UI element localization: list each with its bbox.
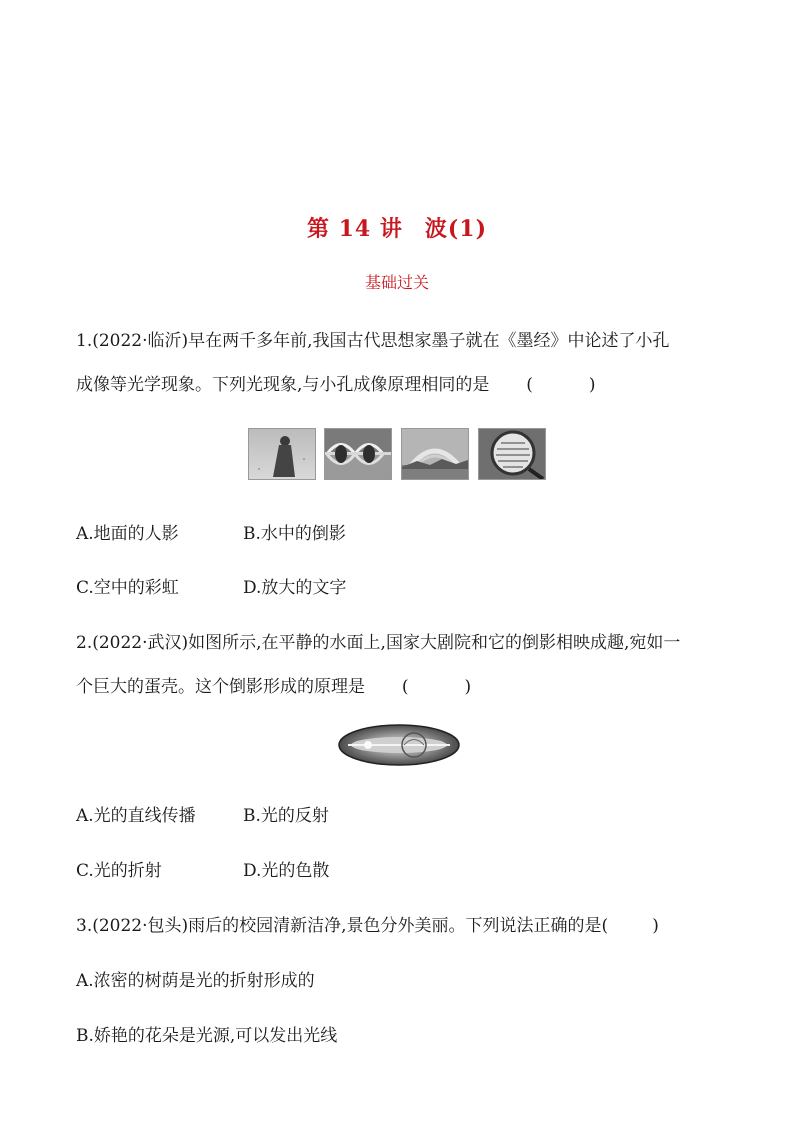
q3-option-a[interactable]: A.浓密的树荫是光的折射形成的 bbox=[76, 971, 315, 991]
q1-stem-line2 bbox=[76, 370, 596, 395]
q1-option-d[interactable]: D.放大的文字 bbox=[243, 578, 347, 598]
q2-stem-line2 bbox=[76, 672, 471, 697]
q2-option-b[interactable]: B.光的反射 bbox=[243, 806, 329, 826]
q1-answer-paren-open: ( bbox=[526, 375, 533, 395]
q1-option-c[interactable]: C.空中的彩虹 bbox=[76, 578, 179, 598]
lesson-title bbox=[0, 212, 794, 243]
theater-reflection-photo bbox=[338, 724, 460, 766]
q1-stem-text: 成像等光学现象。下列光现象,与小孔成像原理相同的是 bbox=[76, 375, 490, 395]
lesson-topic: 波(1) bbox=[424, 216, 488, 242]
q2-option-d[interactable]: D.光的色散 bbox=[243, 861, 330, 881]
lesson-number: 第 14 讲 bbox=[306, 216, 403, 242]
q2-stem-text: 个巨大的蛋壳。这个倒影形成的原理是 bbox=[76, 677, 365, 697]
q1-answer-paren-close: ) bbox=[588, 375, 596, 395]
q1-option-b[interactable]: B.水中的倒影 bbox=[243, 524, 346, 544]
bridge-reflection-photo bbox=[324, 428, 392, 480]
q2-option-c[interactable]: C.光的折射 bbox=[76, 861, 162, 881]
q3-option-b[interactable]: B.娇艳的花朵是光源,可以发出光线 bbox=[76, 1026, 338, 1046]
q2-answer-paren-close: ) bbox=[464, 677, 472, 697]
rainbow-photo bbox=[401, 428, 469, 480]
q3-stem-line1 bbox=[76, 911, 659, 936]
section-subtitle: 基础过关 bbox=[364, 273, 429, 292]
shadow-photo bbox=[248, 428, 316, 480]
q1-option-a[interactable]: A.地面的人影 bbox=[76, 524, 179, 544]
q2-stem-line1: 2.(2022·武汉)如图所示,在平静的水面上,国家大剧院和它的倒影相映成趣,宛如一 bbox=[76, 633, 681, 653]
q3-stem-text: 3.(2022·包头)雨后的校园清新洁净,景色分外美丽。下列说法正确的是( bbox=[76, 916, 609, 936]
q3-answer-paren-close: ) bbox=[652, 916, 659, 936]
q2-answer-paren-open: ( bbox=[401, 677, 409, 697]
q1-stem-line1: 1.(2022·临沂)早在两千多年前,我国古代思想家墨子就在《墨经》中论述了小孔 bbox=[76, 331, 670, 351]
q2-option-a[interactable]: A.光的直线传播 bbox=[76, 806, 196, 826]
magnifier-text-photo bbox=[478, 428, 546, 480]
